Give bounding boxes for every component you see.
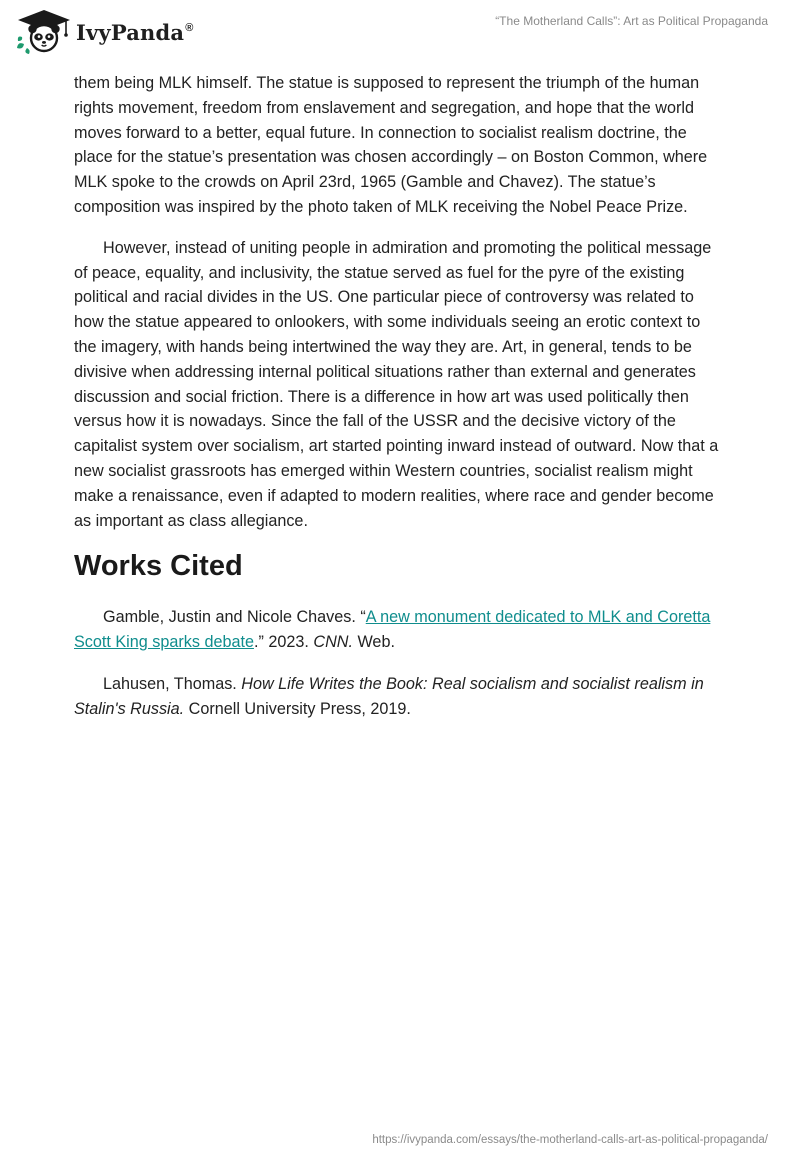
citation-title: How Life Writes the Book: Real socialism and socialist realism in Stalin's Russia. (74, 674, 704, 718)
works-cited-heading: Works Cited (74, 550, 243, 583)
essay-content (74, 71, 726, 739)
citation-publisher: Cornell University Press, 2019. (184, 699, 411, 718)
citation-publication: CNN. (313, 633, 353, 652)
citation-authors: Lahusen, Thomas. (103, 674, 242, 693)
page-header (0, 0, 800, 62)
citation-entry (74, 672, 726, 722)
brand-name: IvyPanda® (76, 19, 194, 45)
citation-after-link: .” 2023. (253, 633, 314, 652)
citation-entry (74, 605, 726, 655)
body-paragraph: them being MLK himself. The statue is supposed to represent the triumph of the human rights movement, freedom from enslavement and segregation, and hope that the world moves forward to a better, equal future. In connection to socialist realism doctrine, the place for the statue’s presentation was chosen accordingly – on Boston Common, where MLK spoke to the crowds on April 23rd, 1965 (Gamble and Chavez). The statue’s composition was inspired by the photo taken of MLK receiving the Nobel Peace Prize. (74, 74, 708, 216)
document-title: “The Motherland Calls”: Art as Political Propaganda (495, 14, 768, 28)
ivypanda-logo[interactable] (14, 8, 194, 54)
body-paragraph: However, instead of uniting people in admiration and promoting the political message of peace, equality, and inclusivity, the statue served as fuel for the pyre of the existing political and racial divides in the US. One particular piece of controversy was related to how the statue appeared to onlookers, with some individuals seeing an erotic context to the imagery, with hands being intertwined the way they are. Art, in general, tends to be divisive when addressing internal political situations rather than external and generates discussion and social friction. There is a difference in how art was used politically then versus how it is nowadays. Since the fall of the USSR and the decisive victory of the capitalist system over socialism, art started pointing inward instead of outward. Now that a new socialist grassroots has emerged within Western countries, socialist realism might make a renaissance, even if adapted to modern realities, where race and gender become as important as class allegiance. (74, 238, 719, 530)
citation-link[interactable]: A new monument dedicated to MLK and Coretta Scott King sparks debate (74, 608, 711, 652)
panda-graduation-cap-icon (14, 8, 74, 54)
citation-medium: Web. (352, 633, 395, 652)
citation-authors: Gamble, Justin and Nicole Chaves. “ (103, 608, 366, 627)
page-url[interactable]: https://ivypanda.com/essays/the-motherland-calls-art-as-political-propaganda/ (372, 1134, 768, 1146)
registered-mark: ® (185, 21, 194, 34)
